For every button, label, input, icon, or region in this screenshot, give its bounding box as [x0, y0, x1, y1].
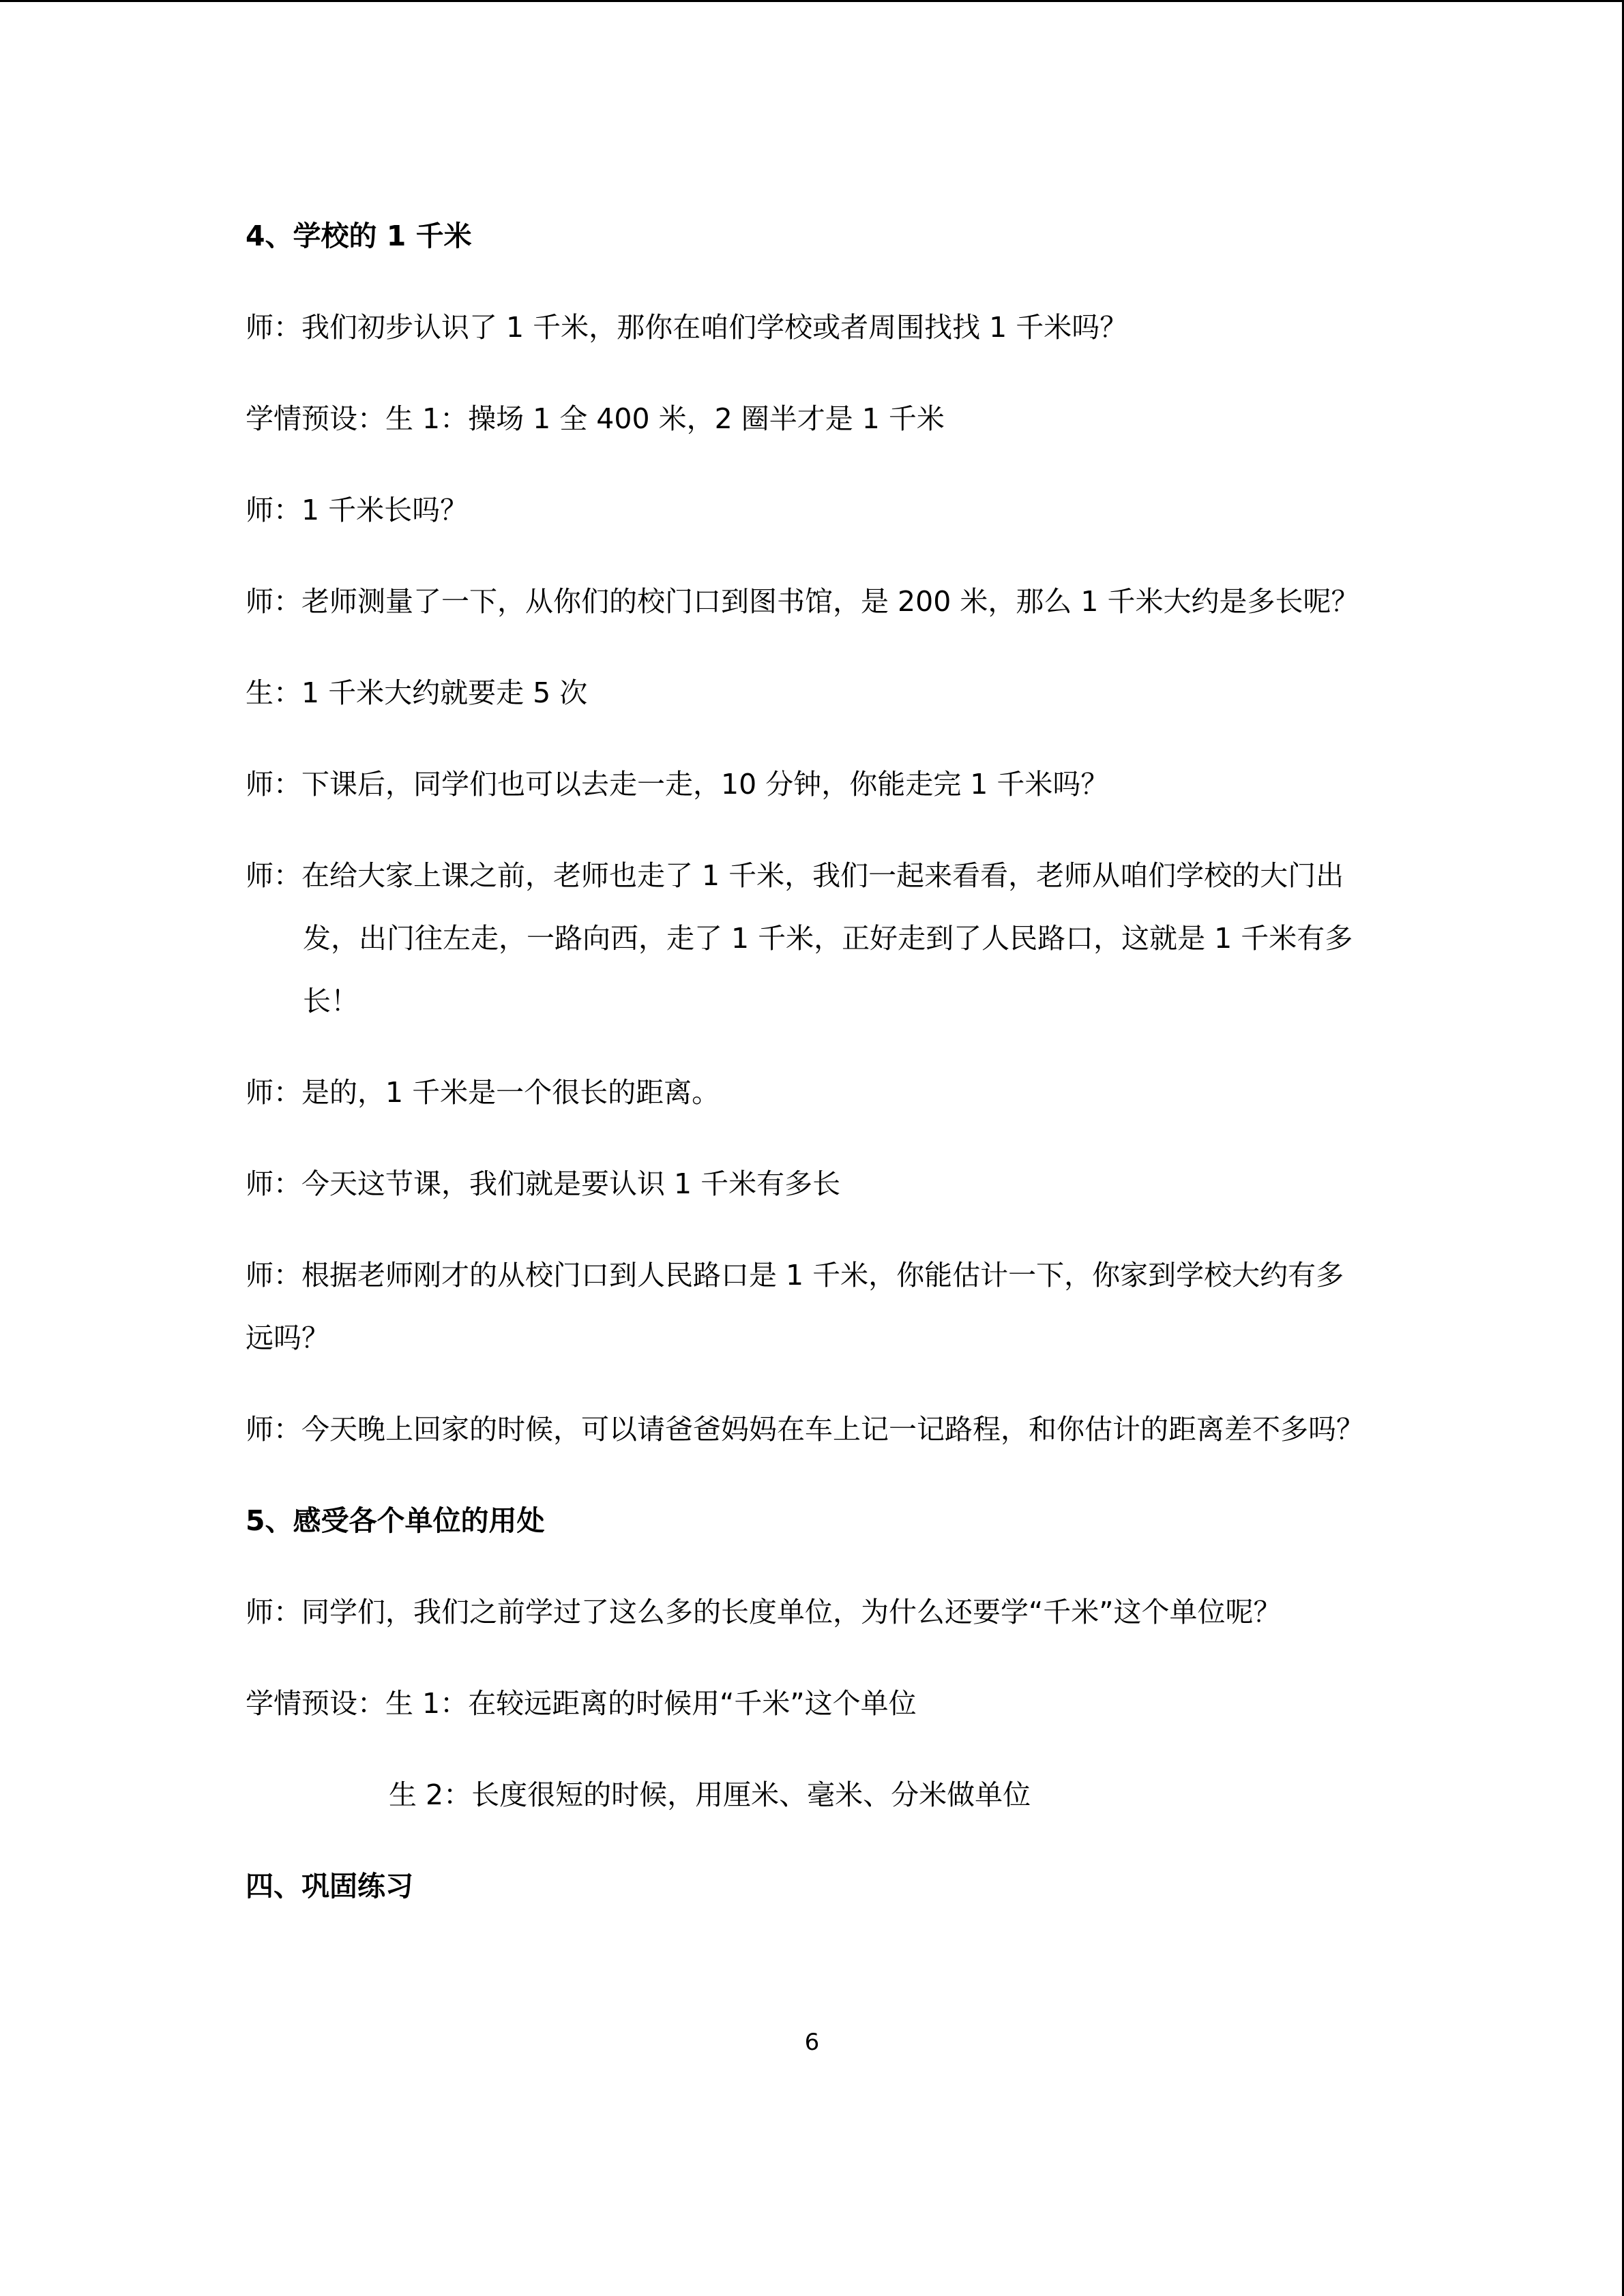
paragraph: 生：1 千米大约就要走 5 次 — [246, 676, 588, 709]
top-border-line — [0, 0, 1624, 2]
section-heading-5: 5、感受各个单位的用处 — [246, 1504, 545, 1537]
paragraph: 师：今天晚上回家的时候，可以请爸爸妈妈在车上记一记路程，和你估计的距离差不多吗？ — [246, 1413, 1364, 1446]
paragraph: 学情预设：生 1：在较远距离的时候用“千米”这个单位 — [246, 1687, 917, 1720]
section-heading-4: 4、学校的 1 千米 — [246, 220, 472, 252]
paragraph: 师：1 千米长吗？ — [246, 494, 469, 526]
section-heading-consolidation-practice: 四、巩固练习 — [246, 1870, 413, 1903]
paragraph: 学情预设：生 1：操场 1 全 400 米，2 圈半才是 1 千米 — [246, 402, 945, 435]
page-number: 6 — [804, 2029, 820, 2056]
paragraph: 师：根据老师刚才的从校门口到人民路口是 1 千米，你能估计一下，你家到学校大约有多远吗？ — [246, 1259, 1344, 1354]
paragraph: 师：同学们，我们之前学过了这么多的长度单位，为什么还要学“千米”这个单位呢？ — [246, 1596, 1282, 1628]
paragraph: 生 2：长度很短的时候，用厘米、毫米、分米做单位 — [389, 1778, 1031, 1811]
paragraph: 师：下课后，同学们也可以去走一走，10 分钟，你能走完 1 千米吗？ — [246, 768, 1109, 801]
paragraph: 师：老师测量了一下，从你们的校门口到图书馆，是 200 米，那么 1 千米大约是多长呢？ — [246, 585, 1359, 618]
document-body — [246, 205, 1371, 1946]
paragraph: 师：是的，1 千米是一个很长的距离。 — [246, 1076, 720, 1109]
paragraph: 师：在给大家上课之前，老师也走了 1 千米，我们一起来看看，老师从咱们学校的大门出发，出门往左走，一路向西，走了 1 千米，正好走到了人民路口，这就是 1 千米有多长！ — [246, 859, 1353, 1017]
paragraph: 师：我们初步认识了 1 千米，那你在咱们学校或者周围找找 1 千米吗？ — [246, 311, 1128, 344]
paragraph: 师：今天这节课，我们就是要认识 1 千米有多长 — [246, 1167, 841, 1200]
